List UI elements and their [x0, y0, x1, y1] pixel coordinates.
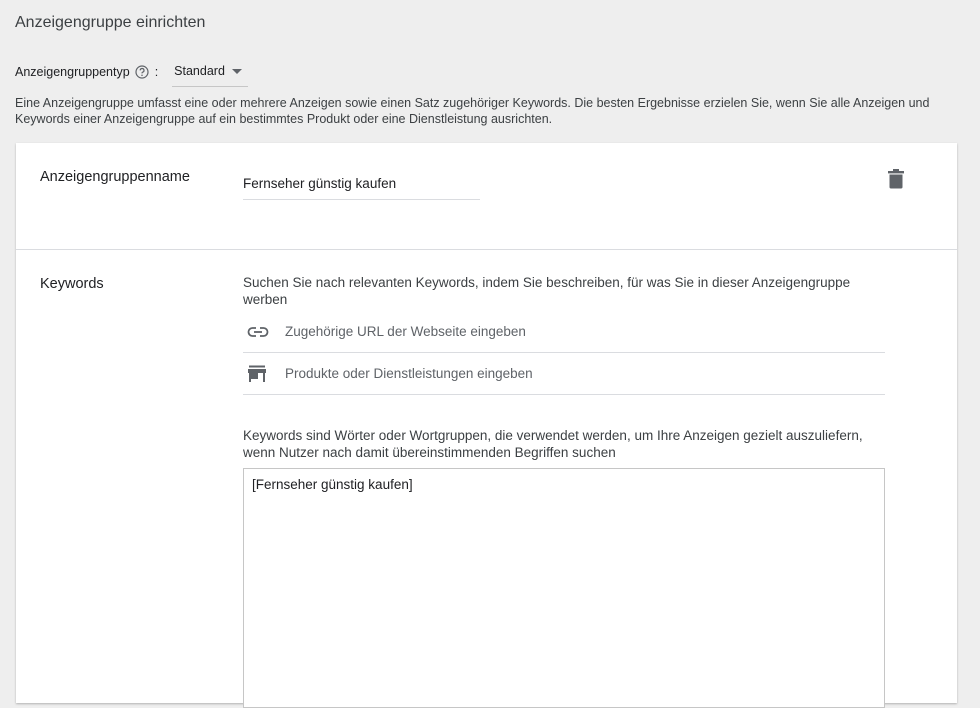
keywords-label: Keywords: [40, 276, 104, 292]
type-colon: :: [154, 64, 159, 79]
help-circle-icon[interactable]: [135, 65, 149, 79]
ad-group-name-input[interactable]: [243, 170, 480, 196]
url-input[interactable]: [285, 324, 865, 339]
keywords-textarea[interactable]: [243, 468, 885, 708]
ad-group-type-label: Anzeigengruppentyp: [15, 64, 130, 79]
products-input[interactable]: [285, 366, 865, 381]
ad-group-type-dropdown[interactable]: [172, 64, 248, 87]
link-icon: [247, 326, 277, 338]
keywords-help-text: Keywords sind Wörter oder Wortgruppen, die verwendet werden, um Ihre Anzeigen gezielt auszuliefern, wenn Nutzer nach damit übereinstimmenden Begriffen suchen: [243, 428, 863, 460]
store-icon: [247, 365, 277, 383]
ad-group-type-value: Standard: [174, 64, 225, 78]
ad-group-card: [16, 143, 957, 703]
ad-group-name-field: [243, 169, 480, 200]
ad-group-type-row: [15, 56, 248, 87]
products-search-row: [243, 353, 885, 395]
page-title: Anzeigengruppe einrichten: [15, 14, 206, 31]
ad-group-name-label: Anzeigengruppenname: [40, 169, 190, 185]
keywords-intro: Suchen Sie nach relevanten Keywords, indem Sie beschreiben, für was Sie in dieser Anzeigengruppe werben: [243, 275, 851, 307]
ad-group-description: Eine Anzeigengruppe umfasst eine oder mehrere Anzeigen sowie einen Satz zugehöriger Keywords. Die besten Ergebnisse erzielen Sie, wenn Sie alle Anzeigen und Keywords einer Anzeigengruppe auf ein bestimmtes Produkt oder eine Dienstleistung ausrichten.: [15, 96, 930, 126]
trash-icon[interactable]: [888, 169, 906, 189]
ad-group-name-section: [16, 143, 957, 250]
chevron-down-icon: [232, 69, 242, 74]
url-search-row: [243, 311, 885, 353]
